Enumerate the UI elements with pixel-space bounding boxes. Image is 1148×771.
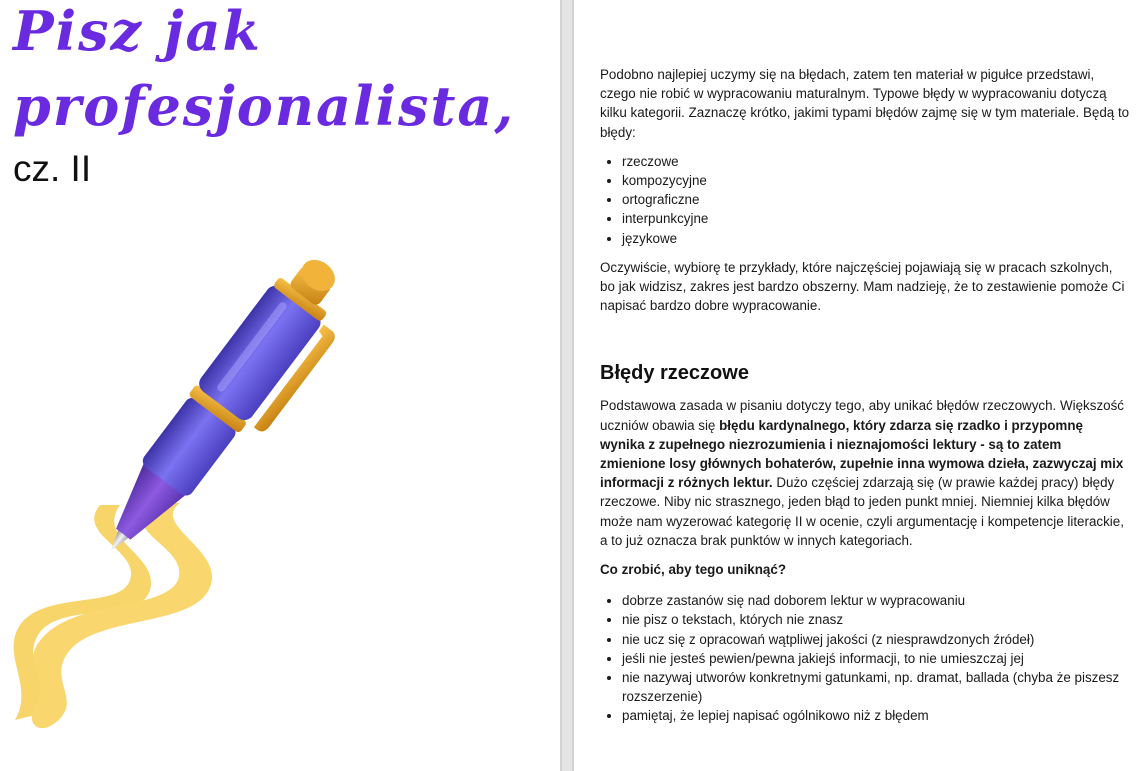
list-item: • dobrze zastanów się nad doborem lektur w wypracowaniu: [622, 591, 1130, 610]
error-types-list: [600, 152, 1130, 248]
page-title: [13, 0, 515, 144]
list-item: • interpunkcyjne: [622, 209, 1130, 228]
section-paragraph: [600, 396, 1130, 550]
page-divider: [560, 0, 574, 771]
list-item: • językowe: [622, 229, 1130, 248]
title-line-1: Pisz jak: [13, 0, 262, 63]
list-item: • nie pisz o tekstach, których nie znasz: [622, 610, 1130, 629]
right-page: [574, 0, 1148, 771]
section-text-bold: błędu kardynalnego, który zdarza się rzadko i przypomnę wynika z zupełnego niezrozumienia i nieznajomości lektury - są to zatem zmienione losy głównych bohaterów, zupełnie inna wymowa dzieła, zazwyczaj mix informacji z różnych lektur.: [600, 417, 1124, 491]
pen-illustration: [0, 195, 560, 771]
list-item: • jeśli nie jesteś pewien/pewna jakiejś informacji, to nie umieszczaj jej: [622, 649, 1130, 668]
pen: [86, 245, 369, 581]
list-item: • pamiętaj, że lepiej napisać ogólnikowo niż z błędem: [622, 706, 1130, 725]
page-subtitle: cz. II: [13, 148, 92, 189]
list-item: • rzeczowe: [622, 152, 1130, 171]
article-content: [600, 65, 1130, 736]
list-item: • ortograficzne: [622, 190, 1130, 209]
section-text-start: Podstawowa zasada w pisaniu dotyczy tego, aby unikać błędów rzeczowych. Większość uczniów obawia się: [600, 398, 1124, 433]
list-item: • nie ucz się z opracowań wątpliwej jakości (z niesprawdzonych źródeł): [622, 630, 1130, 649]
tips-list: [600, 591, 1130, 725]
outro-paragraph: Oczywiście, wybiorę te przykłady, które najczęściej pojawiają się w pracach szkolnych, bo jak widzisz, zakres jest bardzo obszerny. Mam nadzieję, że to zestawienie pomoże Ci napisać bardzo dobre wypracowanie.: [600, 259, 1125, 314]
question-heading: Co zrobić, aby tego uniknąć?: [600, 562, 787, 578]
list-item: • nie nazywaj utworów konkretnymi gatunkami, np. dramat, ballada (chyba że piszesz rozszerzenie): [622, 668, 1130, 706]
section-heading: Błędy rzeczowe: [600, 362, 749, 385]
list-item: • kompozycyjne: [622, 171, 1130, 190]
intro-paragraph: Podobno najlepiej uczymy się na błędach, zatem ten materiał w pigułce przedstawi, czego nie robić w wypracowaniu maturalnym. Typowe błędy w wypracowaniu dotyczą kilku kategorii. Zaznaczę krótko, jakimi typami błędów zajmę się w tym materiale. Będą to błędy:: [600, 67, 1130, 140]
left-page: [0, 0, 560, 771]
section-text-end: Dużo częściej zdarzają się (w prawie każdej pracy) błędy rzeczowe. Niby nic strasznego, jeden błąd to jeden punkt mniej. Niemniej kilka błędów może nam wyzerować kategorię II w ocenie, czyli argumentację i kompetencje literackie, a to już oznacza brak punktów w innych kategoriach.: [600, 475, 1124, 548]
title-line-2: profesjonalista,: [13, 74, 516, 138]
